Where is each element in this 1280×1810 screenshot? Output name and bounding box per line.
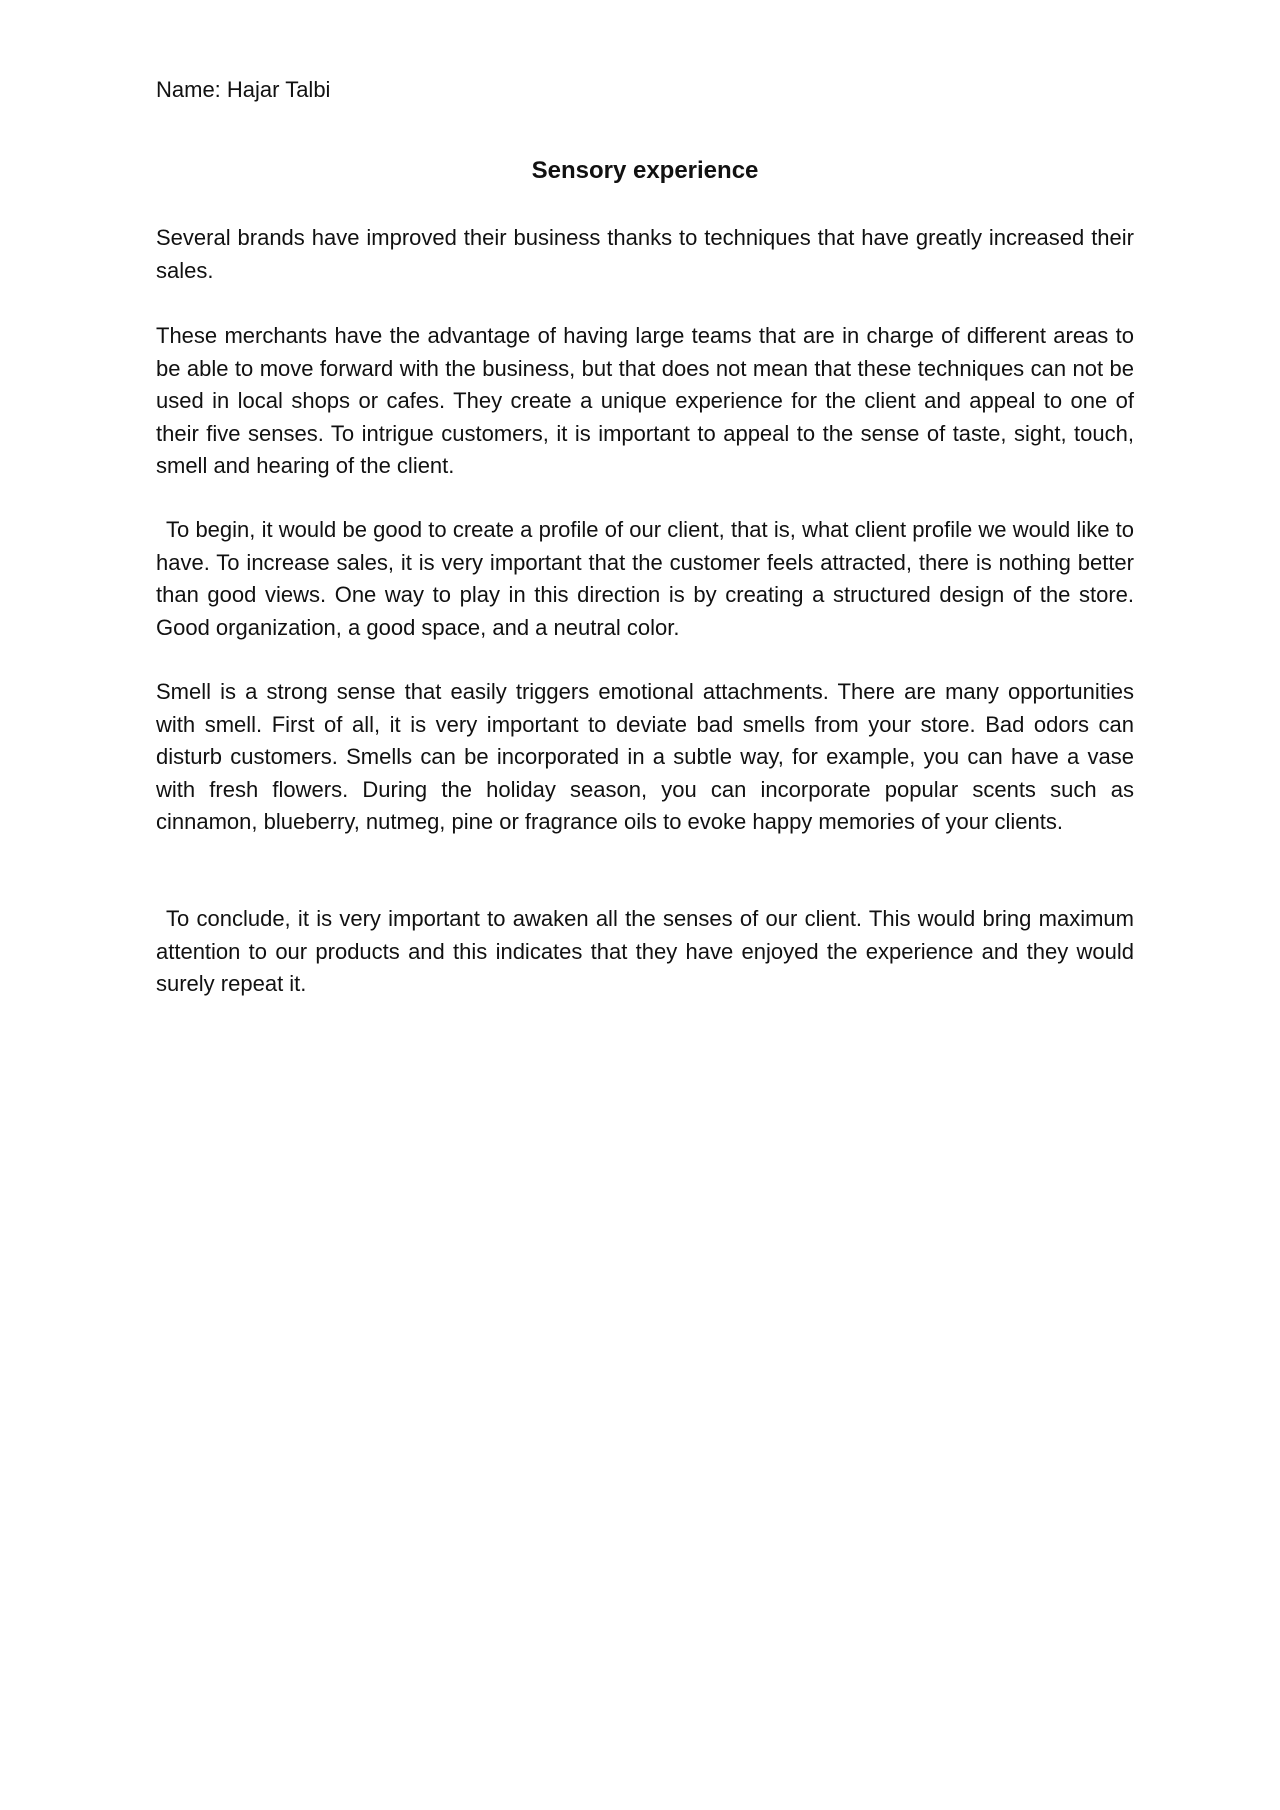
paragraph-intro: Several brands have improved their business thanks to techniques that have greatly increased their sales.	[156, 225, 1134, 283]
document-title: Sensory experience	[531, 157, 759, 184]
paragraph-smell: Smell is a strong sense that easily triggers emotional attachments. There are many opportunities with smell. First of all, it is very important to deviate bad smells from your store. Bad odors can disturb customers. Smells can be incorporated in a subtle way, for example, you can have a vase with fresh flowers. During the holiday season, you can incorporate popular scents such as cinnamon, blueberry, nutmeg, pine or fragrance oils to evoke happy memories of your clients.	[156, 679, 1134, 834]
paragraph-merchants: These merchants have the advantage of having large teams that are in charge of different areas to be able to move forward with the business, but that does not mean that these techniques can not be used in local shops or cafes. They create a unique experience for the client and appeal to one of their five senses. To intrigue customers, it is important to appeal to the sense of taste, sight, touch, smell and hearing of the client.	[156, 323, 1134, 478]
paragraph-conclusion-text: To conclude, it is very important to awaken all the senses of our client. This would bring maximum attention to our products and this indicates that they have enjoyed the experience and they would surely repeat it.	[156, 906, 1134, 996]
author-name-line: Name: Hajar Talbi	[156, 77, 331, 102]
paragraph-conclusion	[156, 903, 1134, 1001]
paragraph-client-profile-text: To begin, it would be good to create a profile of our client, that is, what client profile we would like to have. To increase sales, it is very important that the customer feels attracted, there is nothing better than good views. One way to play in this direction is by creating a structured design of the store. Good organization, a good space, and a neutral color.	[156, 517, 1134, 640]
paragraph-client-profile	[156, 514, 1134, 644]
